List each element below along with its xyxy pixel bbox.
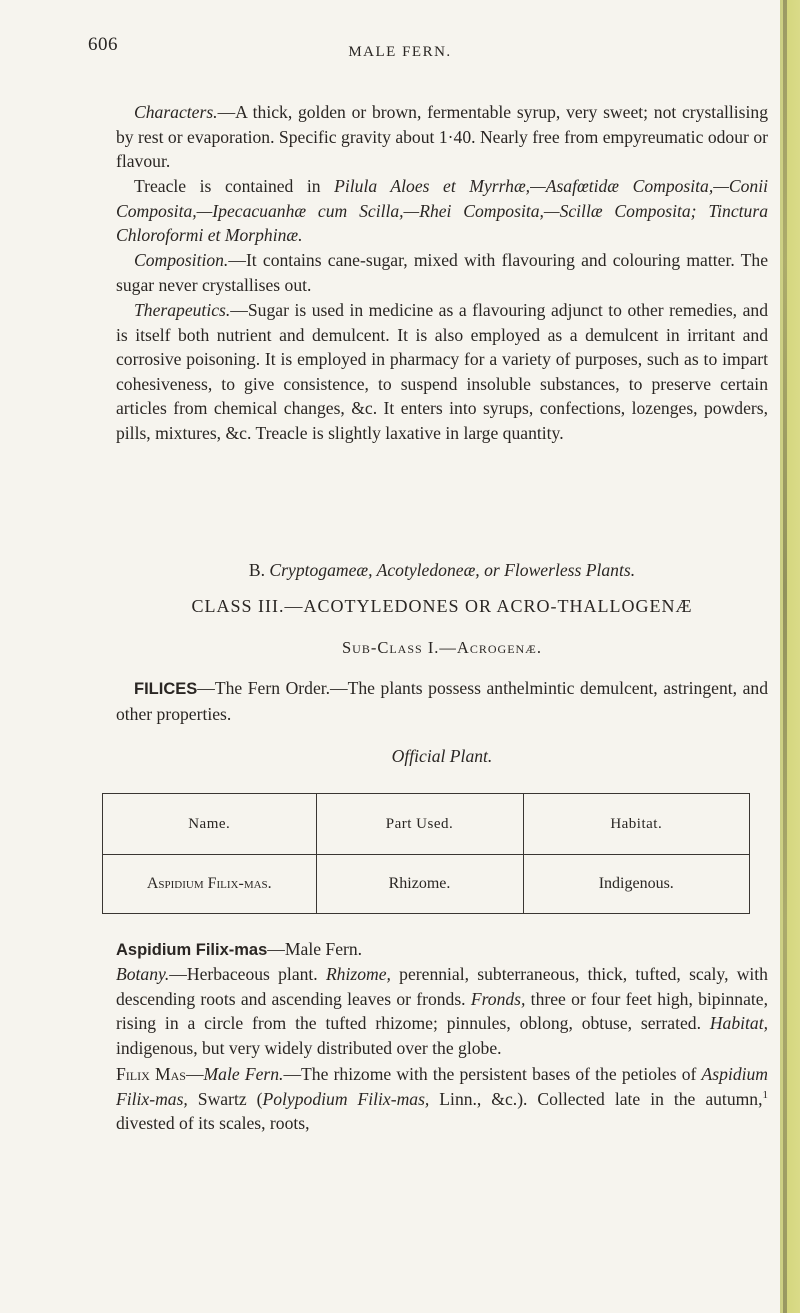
table-cell-name: Aspidium Filix-mas. — [103, 855, 317, 914]
botany-paragraph — [116, 962, 768, 1060]
filix-mas-paragraph — [116, 1062, 768, 1136]
characters-paragraph — [116, 100, 768, 174]
section-b-letter: B. — [248, 560, 270, 580]
botany-label: Botany. — [116, 964, 170, 984]
filices-text: —The Fern Order.—The plants possess anthelmintic demulcent, astringent, and other properties. — [116, 678, 768, 724]
official-plant-table — [102, 793, 750, 914]
table-header-name: Name. — [103, 794, 317, 855]
section-b-heading — [116, 560, 768, 581]
botany-text-4: indigenous, but very widely distributed over the globe. — [116, 1037, 502, 1058]
therapeutics-paragraph — [116, 298, 768, 445]
fronds-label: Fronds, — [470, 988, 526, 1009]
filix-mas-dash: — — [185, 1064, 204, 1084]
aspidium-label: Aspidium Filix-mas — [116, 941, 268, 959]
filix-text-4: divested of its scales, roots, — [116, 1113, 310, 1133]
therapeutics-label: Therapeutics. — [134, 300, 231, 320]
treacle-paragraph — [116, 174, 768, 248]
botany-text-2: perennial, subterraneous, thick, tufted, scaly, with descending roots and ascending leaves or fronds. — [116, 964, 768, 1009]
synonym-name: Polypodium Filix-mas, — [262, 1088, 430, 1109]
filix-text-2: Swartz ( — [187, 1088, 263, 1109]
section-b-title: Cryptogameæ, Acotyledoneæ, or Flowerless Plants. — [269, 560, 636, 580]
therapeutics-text: —Sugar is used in medicine as a flavouring adjunct to other remedies, and is itself both nutrient and demulcent. It is also employed as a demulcent in irritant and corrosive poisoning. It is employed in pharmacy for a variety of purposes, such as to impart cohesiveness, to give consistence, to suspend insoluble substances, to preserve certain articles from chemical changes, &c. It enters into syrups, confections, lozenges, powders, pills, mixtures, &c. Treacle is slightly laxative in large quantity. — [116, 300, 768, 443]
treacle-lead: Treacle is contained in — [134, 176, 335, 196]
subclass-heading: Sub-Class I.—Acrogenæ. — [342, 638, 542, 657]
rhizome-label: Rhizome, — [325, 964, 391, 984]
composition-label: Composition. — [134, 250, 229, 270]
aspidium-heading-paragraph — [116, 937, 768, 963]
page-number: 606 — [88, 34, 118, 55]
filices-label: FILICES — [134, 680, 198, 698]
habitat-label: Habitat, — [709, 1013, 768, 1033]
composition-text: —It contains cane-sugar, mixed with flavouring and colouring matter. The sugar never crystallises out. — [116, 250, 768, 295]
species-name: Aspidium Filix-mas, — [116, 1064, 769, 1109]
table-cell-habitat: Indigenous. — [523, 855, 749, 914]
filices-paragraph — [116, 676, 768, 726]
filix-mas-label: Filix Mas — [116, 1064, 186, 1084]
filix-text-1: —The rhizome with the persistent bases of the petioles of — [283, 1064, 702, 1084]
characters-text: —A thick, golden or brown, fermentable syrup, very sweet; not crystallising by rest or evaporation. Specific gravity about 1·40. Nearly free from empyreumatic odour or flavour. — [116, 102, 768, 171]
footnote-marker: 1 — [762, 1088, 768, 1101]
male-fern-italic: Male Fern. — [203, 1064, 284, 1084]
table-header-row — [103, 794, 750, 855]
table-header-part-used: Part Used. — [316, 794, 523, 855]
official-plant-heading: Official Plant. — [391, 746, 493, 766]
composition-paragraph — [116, 248, 768, 297]
aspidium-text: —Male Fern. — [267, 939, 363, 959]
table-header-habitat: Habitat. — [523, 794, 749, 855]
filix-text-3: Linn., &c.). Collected late in the autumn, — [429, 1088, 763, 1109]
treacle-preparations: Pilula Aloes et Myrrhæ,—Asafœtidæ Composita,—Conii Composita,—Ipecacuanhæ cum Scilla,—Rhei Composita,—Scillæ Composita; Tinctura Chloroformi et Morphinæ. — [116, 176, 768, 245]
botany-text-3: three or four feet high, bipinnate, rising in a circle from the tufted rhizome; pinnules, oblong, obtuse, serrated. — [116, 988, 768, 1033]
botany-text-1: —Herbaceous plant. — [169, 964, 326, 984]
characters-label: Characters. — [134, 102, 218, 122]
table-cell-part-used: Rhizome. — [316, 855, 523, 914]
class-heading: CLASS III.—ACOTYLEDONES OR ACRO-THALLOGENÆ — [191, 596, 693, 616]
page-edge-shadow — [780, 0, 800, 1313]
running-header: MALE FERN. — [348, 44, 452, 60]
table-row — [103, 855, 750, 914]
